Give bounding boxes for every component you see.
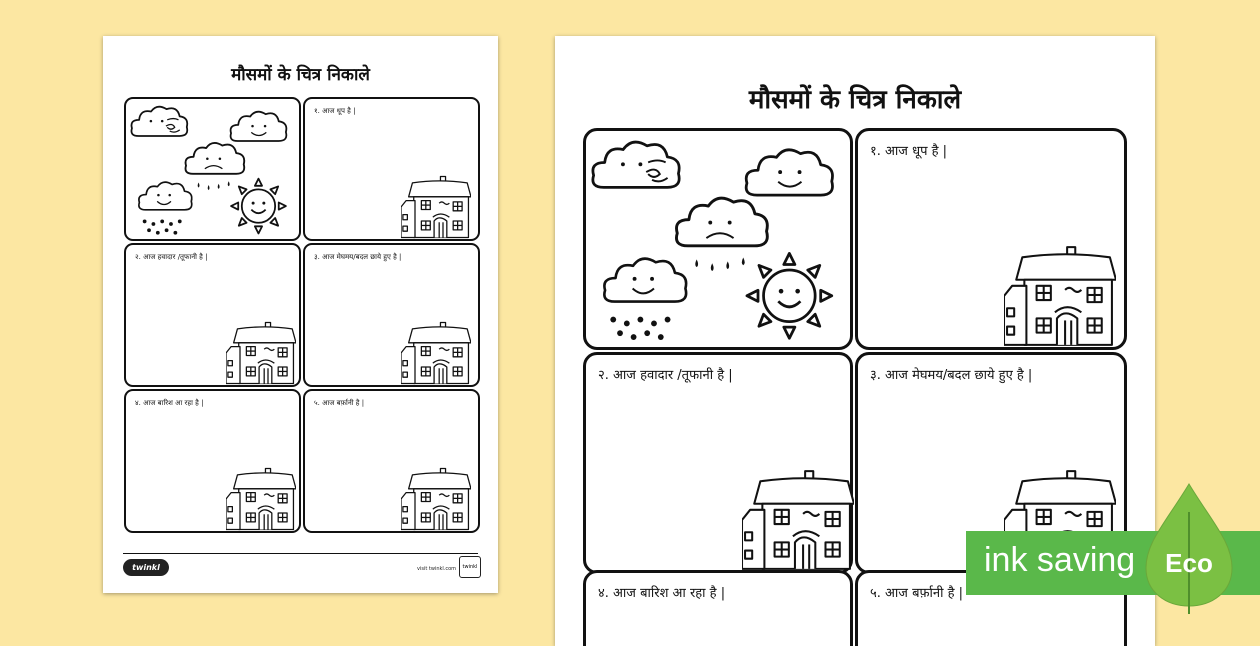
prompt-label: १. आज धूप है | [314,107,356,115]
worksheet-title: मौसमों के चित्र निकाले [748,85,962,115]
house-icon [401,175,471,239]
prompt-panel-rainy [124,389,301,533]
house-icon [742,469,854,571]
house-icon [226,321,296,385]
weather-symbols-icon [128,101,298,239]
prompt-panel-rainy [583,570,853,646]
prompt-label: ४. आज बारिश आ रहा है | [598,586,726,601]
eco-leaf-icon [1142,482,1236,614]
eco-label: Eco [1165,548,1213,578]
footer-url: visit twinkl.com [417,566,457,572]
prompt-panel-windy [124,243,301,387]
twinkl-logo: twinkl [123,559,169,576]
prompt-label: ५. आज बर्फ़ानी है | [870,586,964,601]
prompt-label: ३. आज मेघमय/बदल छाये हुए है | [870,368,1033,383]
house-icon [226,467,296,531]
prompt-panel-sunny [855,128,1127,350]
prompt-panel-sunny [303,97,480,241]
ink-saving-label: ink saving [984,541,1136,579]
prompt-label: २. आज हवादार /तूफानी है | [598,368,733,383]
footer-badge: twinkl [459,556,481,578]
prompt-label: १. आज धूप है | [870,144,948,159]
prompt-label: ५. आज बर्फ़ानी है | [314,399,365,407]
house-icon [1004,245,1116,347]
prompt-label: ३. आज मेघमय/बदल छाये हुए है | [314,253,402,261]
prompt-label: २. आज हवादार /तूफानी है | [135,253,208,261]
prompt-panel-windy [583,352,853,574]
weather-symbols-icon [588,133,850,347]
prompt-panel-snowy [303,389,480,533]
worksheet-title: मौसमों के चित्र निकाले [231,65,370,85]
weather-pictures-panel [583,128,853,350]
footer-divider [123,553,478,554]
house-icon [401,321,471,385]
weather-pictures-panel [124,97,301,241]
worksheet-preview-small [103,36,498,593]
house-icon [401,467,471,531]
prompt-panel-cloudy [303,243,480,387]
prompt-label: ४. आज बारिश आ रहा है | [135,399,204,407]
